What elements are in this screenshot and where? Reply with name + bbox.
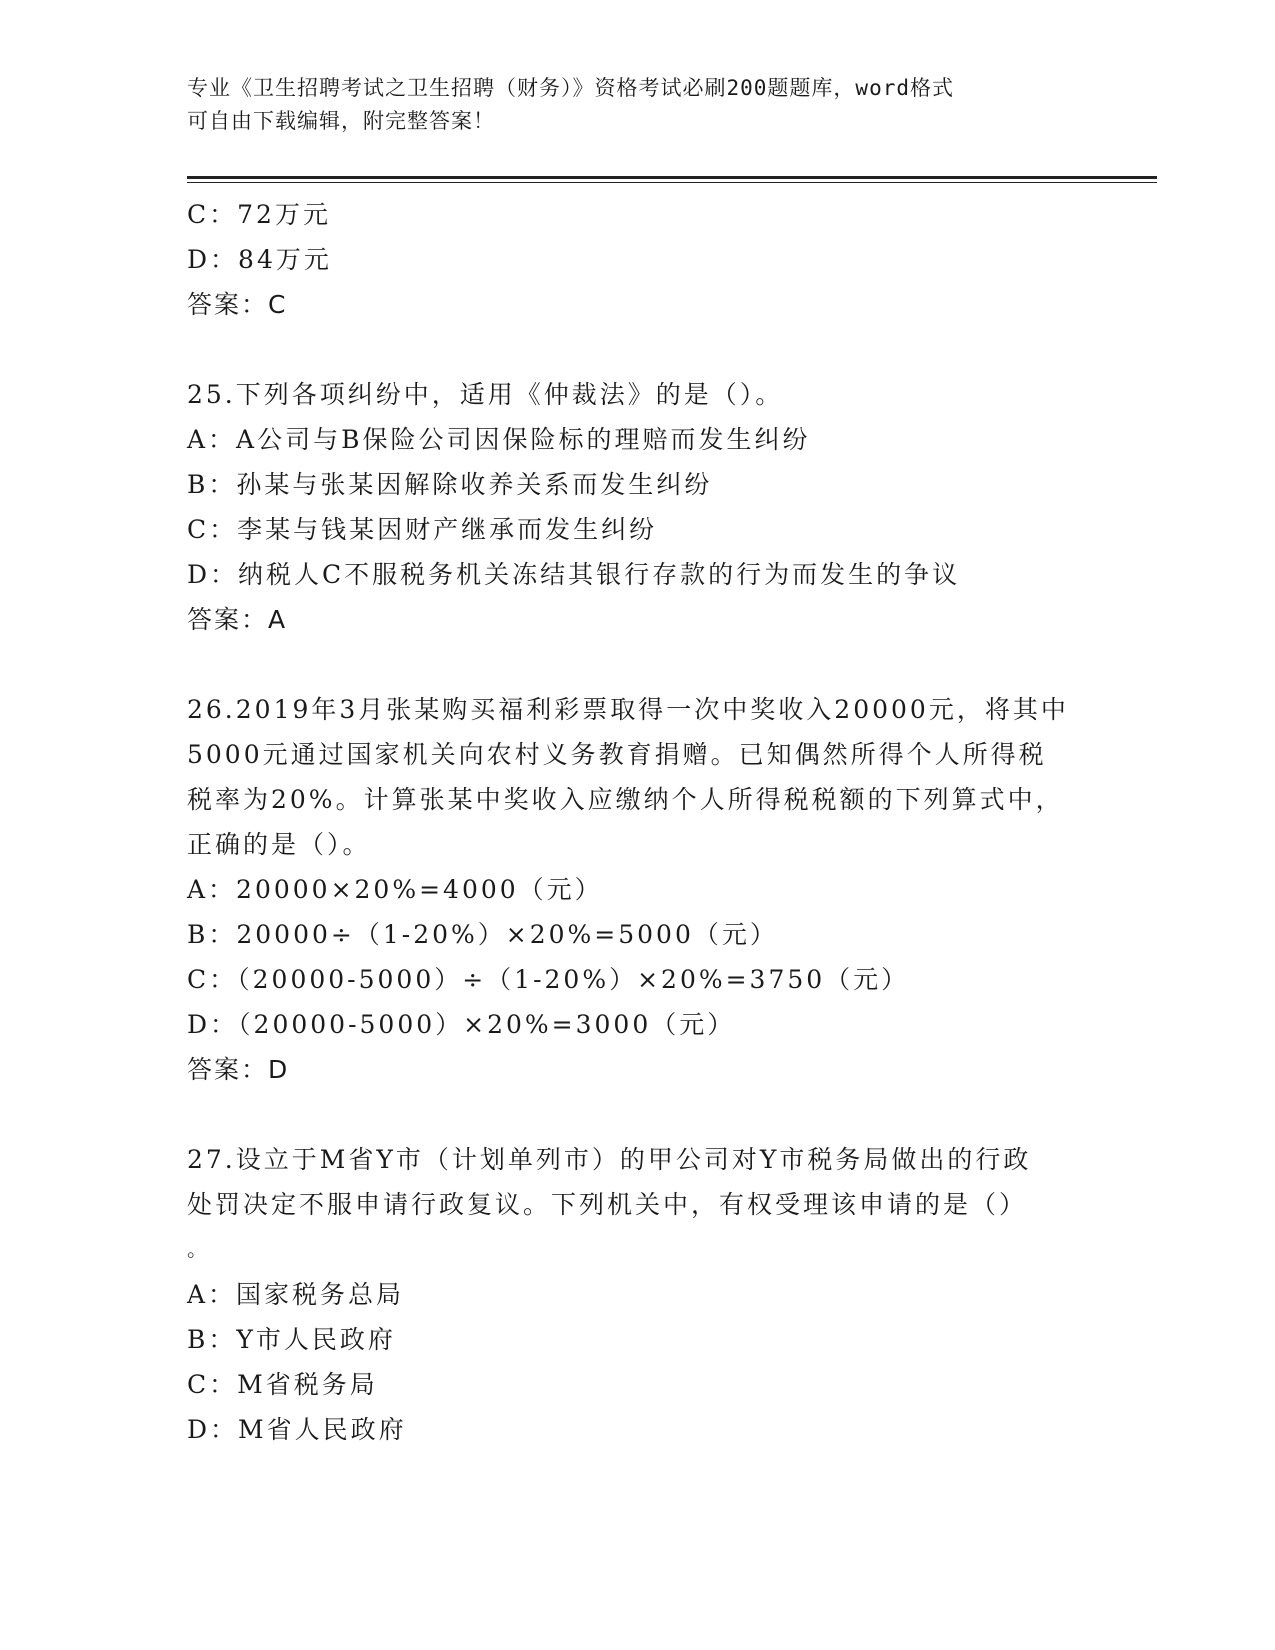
option-d: D：M省人民政府 [187,1415,407,1444]
spacer [187,1092,1087,1137]
question-stem: 25.下列各项纠纷中，适用《仲裁法》的是（）。 [187,380,784,409]
answer-line: 答案：C [187,290,288,319]
header-title-line-1: 专业《卫生招聘考试之卫生招聘（财务）》资格考试必刷200题题库，word格式 [187,76,954,100]
spacer [187,642,1087,687]
question-stem-line: 27.设立于M省Y市（计划单列市）的甲公司对Y市税务局做出的行政 [187,1145,1032,1174]
option-c: C：M省税务局 [187,1370,378,1399]
spacer [187,327,1087,372]
question-27 [187,1137,1087,1452]
option-c: C：72万元 [187,200,331,229]
option-d: D：纳税人C不服税务机关冻结其银行存款的行为而发生的争议 [187,560,961,589]
question-25 [187,372,1087,642]
option-c: C：（20000-5000）÷（1-20%）×20%=3750（元） [187,965,910,994]
option-c: C：李某与钱某因财产继承而发生纠纷 [187,515,658,544]
option-a: A：国家税务总局 [187,1280,405,1309]
option-b: B：20000÷（1-20%）×20%=5000（元） [187,920,778,949]
option-a: A：20000×20%=4000（元） [187,875,603,904]
question-stem-line: 税率为20%。计算张某中奖收入应缴纳个人所得税税额的下列算式中， [187,785,1064,814]
option-b: B：孙某与张某因解除收养关系而发生纠纷 [187,470,713,499]
header-title-line-2: 可自由下载编辑，附完整答案！ [187,109,495,133]
option-d: D：84万元 [187,245,332,274]
header-divider-thin [187,182,1157,183]
option-d: D：（20000-5000）×20%=3000（元） [187,1010,736,1039]
question-content [187,192,1087,1452]
question-stem-line: 处罚决定不服申请行政复议。下列机关中，有权受理该申请的是（） [187,1190,1028,1219]
option-a: A：A公司与B保险公司因保险标的理赔而发生纠纷 [187,425,811,454]
question-stem-line: 正确的是（）。 [187,830,371,859]
option-b: B：Y市人民政府 [187,1325,396,1354]
page-header [187,72,1067,138]
answer-line: 答案：A [187,605,288,634]
prev-question-block [187,192,1087,327]
answer-line: 答案：D [187,1055,290,1084]
question-stem-line: 5000元通过国家机关向农村义务教育捐赠。已知偶然所得个人所得税 [187,740,1047,769]
question-stem-line: 。 [187,1237,210,1261]
question-stem-line: 26.2019年3月张某购买福利彩票取得一次中奖收入20000元，将其中 [187,695,1069,724]
question-26 [187,687,1087,1092]
header-divider-thick [187,176,1157,179]
